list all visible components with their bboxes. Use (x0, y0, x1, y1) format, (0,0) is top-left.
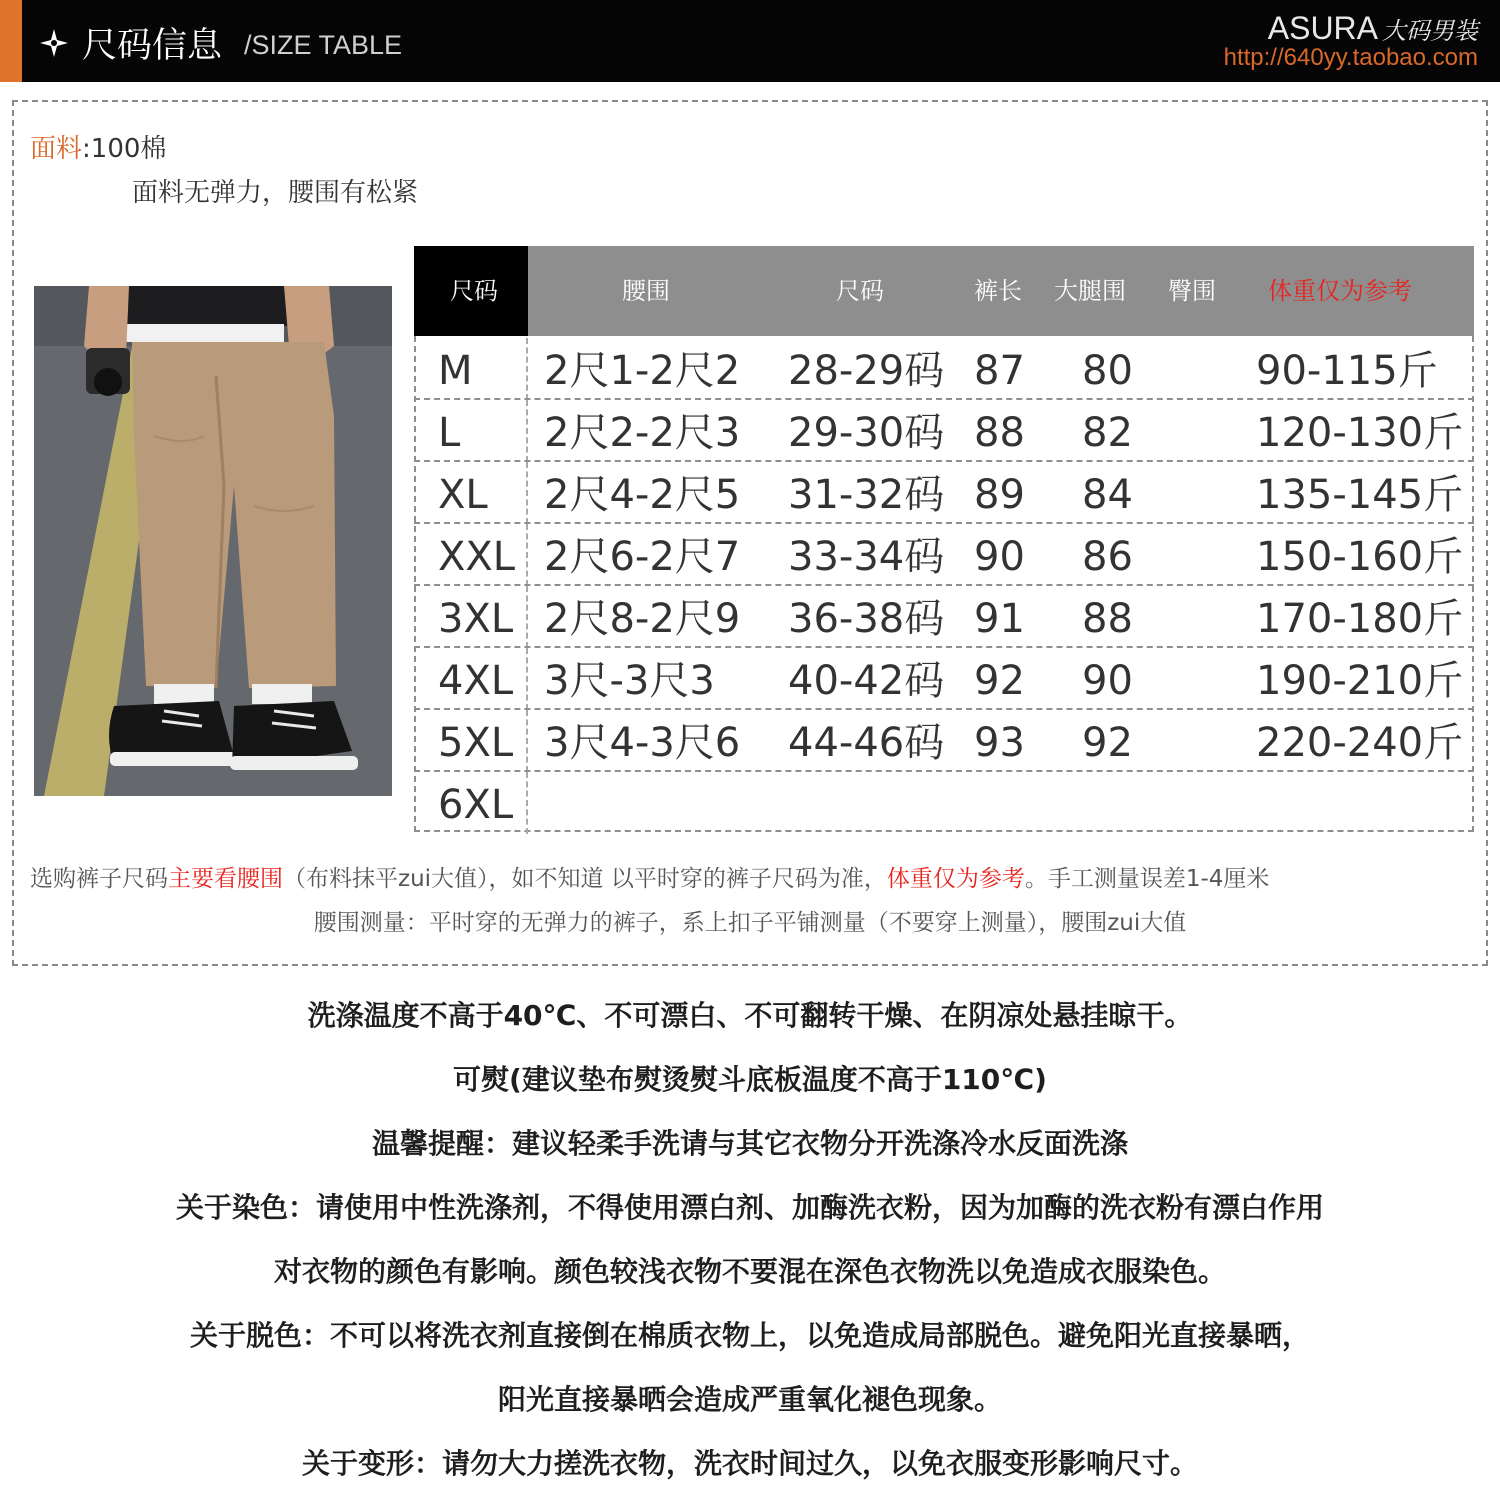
note-highlight-waist: 主要看腰围 (168, 866, 283, 892)
brand-tagline: 大码男装 (1382, 17, 1478, 45)
header-size: 尺码 (450, 277, 498, 305)
fabric-line (30, 128, 166, 165)
cell-length: 89 (974, 472, 1025, 518)
cell-code: 31-32码 (788, 472, 945, 518)
table-row (414, 710, 1474, 772)
cell-size: 6XL (438, 782, 514, 828)
cell-waist: 2尺1-2尺2 (544, 348, 741, 394)
cell-length: 88 (974, 410, 1025, 456)
table-row (414, 586, 1474, 648)
note-highlight-weight: 体重仅为参考 (886, 866, 1025, 892)
table-row (414, 338, 1474, 400)
care-line-fade-1: 关于脱色：不可以将洗衣剂直接倒在棉质衣物上，以免造成局部脱色。避免阳光直接暴晒， (189, 1319, 1310, 1352)
cell-waist: 3尺-3尺3 (544, 658, 715, 704)
cell-code: 44-46码 (788, 720, 945, 766)
care-line-deform: 关于变形：请勿大力搓洗衣物，洗衣时间过久，以免衣服变形影响尺寸。 (301, 1447, 1198, 1480)
cell-waist: 2尺2-2尺3 (544, 410, 741, 456)
fabric-colon: : (82, 134, 91, 164)
header-thigh: 大腿围 (1054, 277, 1126, 305)
cell-weight: 120-130斤 (1256, 410, 1464, 456)
header-length: 裤长 (974, 277, 1022, 305)
table-row (414, 400, 1474, 462)
cell-size: XL (438, 472, 488, 518)
cell-size: 3XL (438, 596, 514, 642)
cell-code: 29-30码 (788, 410, 945, 456)
size-selection-note (30, 860, 1269, 893)
cell-waist: 2尺6-2尺7 (544, 534, 741, 580)
cell-thigh: 90 (1082, 658, 1133, 704)
cell-weight: 190-210斤 (1256, 658, 1464, 704)
brand-logo (1268, 10, 1478, 47)
care-line-dye-1: 关于染色：请使用中性洗涤剂，不得使用漂白剂、加酶洗衣粉，因为加酶的洗衣粉有漂白作用 (175, 1191, 1324, 1224)
cell-waist: 2尺4-2尺5 (544, 472, 741, 518)
cell-length: 87 (974, 348, 1025, 394)
cell-waist: 3尺4-3尺6 (544, 720, 741, 766)
cell-thigh: 82 (1082, 410, 1133, 456)
cell-thigh: 80 (1082, 348, 1133, 394)
header-hip: 臀围 (1168, 277, 1216, 305)
cell-weight: 220-240斤 (1256, 720, 1464, 766)
note-text: 。手工测量误差1-4厘米 (1024, 866, 1270, 892)
cell-code: 40-42码 (788, 658, 945, 704)
column-divider (526, 710, 528, 772)
header-bar (0, 0, 1500, 82)
cell-thigh: 84 (1082, 472, 1133, 518)
brand-name: ASURA (1267, 10, 1378, 46)
cell-length: 90 (974, 534, 1025, 580)
header-code: 尺码 (836, 277, 884, 305)
care-line-ironing: 可熨(建议垫布熨烫熨斗底板温度不高于110℃) (453, 1063, 1047, 1096)
column-divider (526, 586, 528, 648)
shop-url-link[interactable]: http://640yy.taobao.com (1223, 44, 1478, 71)
fabric-note: 面料无弹力，腰围有松紧 (132, 178, 419, 208)
cell-size: L (438, 410, 461, 456)
note-text: （布料抹平zui大值），如不知道 以平时穿的裤子尺码为准， (283, 866, 887, 892)
table-row (414, 772, 1474, 834)
waist-measure-note: 腰围测量：平时穿的无弹力的裤子，系上扣子平铺测量（不要穿上测量），腰围zui大值 (313, 910, 1187, 936)
cell-size: 4XL (438, 658, 514, 704)
column-divider (526, 462, 528, 524)
fabric-label: 面料 (30, 134, 83, 164)
column-divider (526, 524, 528, 586)
size-table-header (414, 246, 1474, 336)
cell-thigh: 88 (1082, 596, 1133, 642)
cell-code: 33-34码 (788, 534, 945, 580)
fabric-value: 100棉 (90, 134, 167, 164)
table-row (414, 524, 1474, 586)
care-line-reminder: 温馨提醒：建议轻柔手洗请与其它衣物分开洗涤冷水反面洗涤 (371, 1127, 1128, 1160)
cell-weight: 90-115斤 (1256, 348, 1438, 394)
header-accent-stripe (0, 0, 22, 82)
column-divider (526, 338, 528, 400)
cell-code: 28-29码 (788, 348, 945, 394)
note-text: 选购裤子尺码 (30, 866, 168, 892)
cell-size: M (438, 348, 473, 394)
care-line-dye-2: 对衣物的颜色有影响。颜色较浅衣物不要混在深色衣物洗以免造成衣服染色。 (273, 1255, 1226, 1288)
cell-weight: 150-160斤 (1256, 534, 1464, 580)
header-weight: 体重仅为参考 (1268, 277, 1412, 305)
cell-weight: 170-180斤 (1256, 596, 1464, 642)
cell-weight: 135-145斤 (1256, 472, 1464, 518)
cell-length: 93 (974, 720, 1025, 766)
product-photo (34, 286, 392, 796)
cell-code: 36-38码 (788, 596, 945, 642)
table-row (414, 648, 1474, 710)
cell-size: XXL (438, 534, 516, 580)
column-divider (526, 772, 528, 834)
column-divider (526, 648, 528, 710)
care-line-washing: 洗涤温度不高于40℃、不可漂白、不可翻转干燥、在阴凉处悬挂晾干。 (307, 999, 1193, 1032)
column-divider (526, 400, 528, 462)
cell-thigh: 92 (1082, 720, 1133, 766)
cell-length: 92 (974, 658, 1025, 704)
page-title: 尺码信息 (82, 26, 223, 66)
four-point-star-icon (38, 27, 70, 59)
header-waist: 腰围 (622, 277, 670, 305)
cell-size: 5XL (438, 720, 514, 766)
cell-length: 91 (974, 596, 1025, 642)
page-subtitle: /SIZE TABLE (244, 30, 403, 60)
table-row (414, 462, 1474, 524)
care-line-fade-2: 阳光直接暴晒会造成严重氧化褪色现象。 (497, 1383, 1002, 1416)
cell-thigh: 86 (1082, 534, 1133, 580)
cell-waist: 2尺8-2尺9 (544, 596, 741, 642)
